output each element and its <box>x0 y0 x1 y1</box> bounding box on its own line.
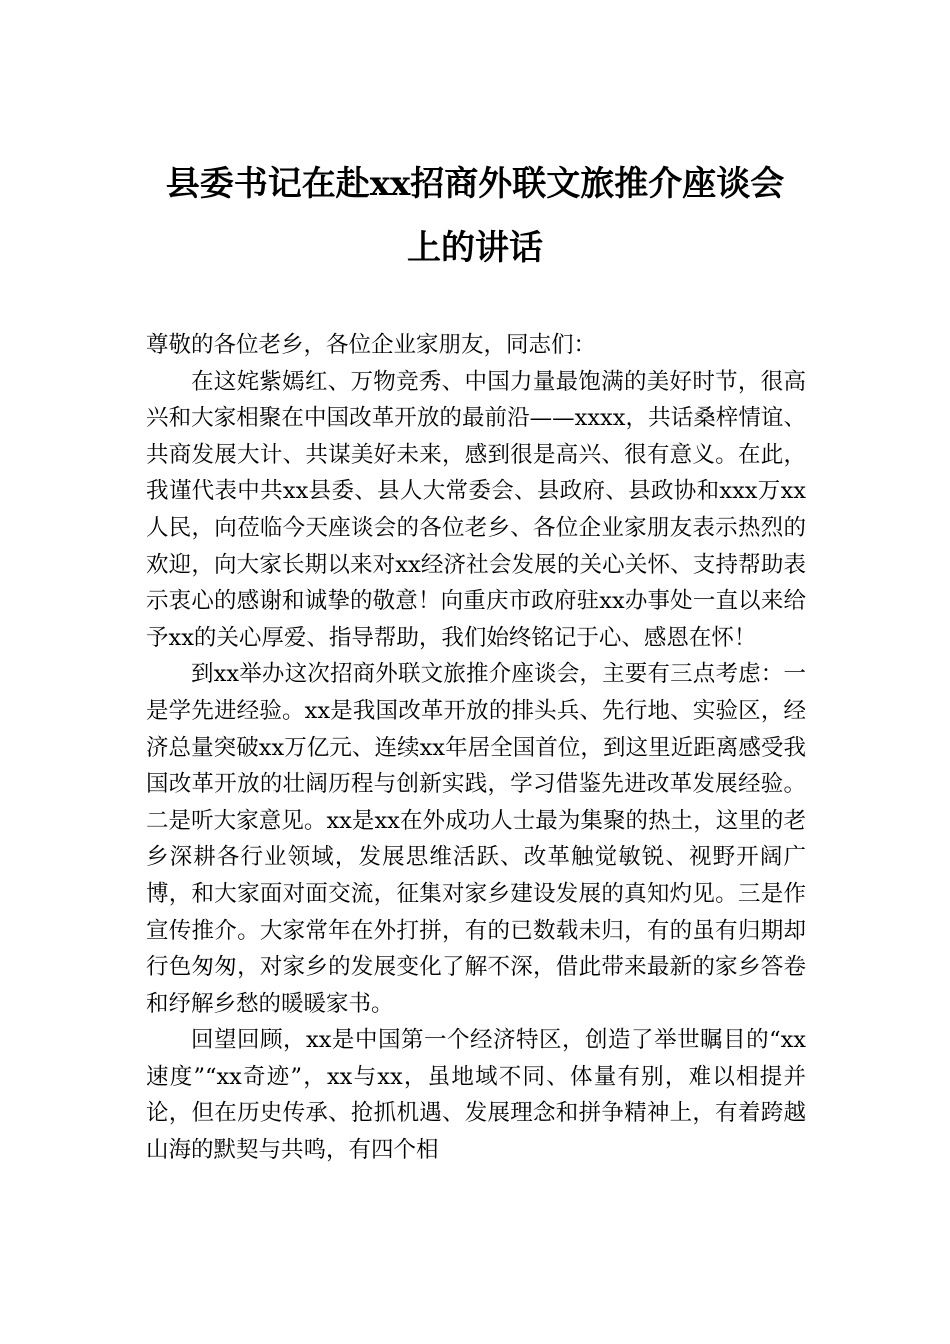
title-line-1: 县委书记在赴xx招商外联文旅推介座谈会 <box>165 164 785 204</box>
title-line-2: 上的讲话 <box>407 228 543 268</box>
salutation: 尊敬的各位老乡，各位企业家朋友，同志们： <box>146 332 597 358</box>
document-body <box>146 327 806 1169</box>
paragraph-2: 到xx举办这次招商外联文旅推介座谈会，主要有三点考虑：一是学先进经验。xx是我国改革开放的排头兵、先行地、实验区，经济总量突破xx万亿元、连续xx年居全国首位，到这里近距离感受我国改革开放的壮阔历程与创新实践，学习借鉴先进改革发展经验。二是听大家意见。xx是xx在外成功人士最为集聚的热土，这里的老乡深耕各行业领域，发展思维活跃、改革触觉敏锐、视野开阔广博，和大家面对面交流，征集对家乡建设发展的真知灼见。三是作宣传推介。大家常年在外打拼，有的已数载未归，有的虽有归期却行色匆匆，对家乡的发展变化了解不深，借此带来最新的家乡答卷和纾解乡愁的暖暖家书。 <box>146 661 806 1017</box>
document-title <box>140 152 810 280</box>
paragraph-1: 在这姹紫嫣红、万物竞秀、中国力量最饱满的美好时节，很高兴和大家相聚在中国改革开放的最前沿——xxxx，共话桑梓情谊、共商发展大计、共谋美好未来，感到很是高兴、很有意义。在此，我谨代表中共xx县委、县人大常委会、县政府、县政协和xxx万xx人民，向莅临今天座谈会的各位老乡、各位企业家朋友表示热烈的欢迎，向大家长期以来对xx经济社会发展的关心关怀、支持帮助表示衷心的感谢和诚挚的敬意！向重庆市政府驻xx办事处一直以来给予xx的关心厚爱、指导帮助，我们始终铭记于心、感恩在怀！ <box>146 368 806 651</box>
paragraph-3: 回望回顾，xx是中国第一个经济特区，创造了举世瞩目的“xx速度”“xx奇迹”，xx与xx，虽地域不同、体量有别，难以相提并论，但在历史传承、抢抓机遇、发展理念和拼争精神上，有着跨越山海的默契与共鸣，有四个相 <box>146 1027 806 1164</box>
